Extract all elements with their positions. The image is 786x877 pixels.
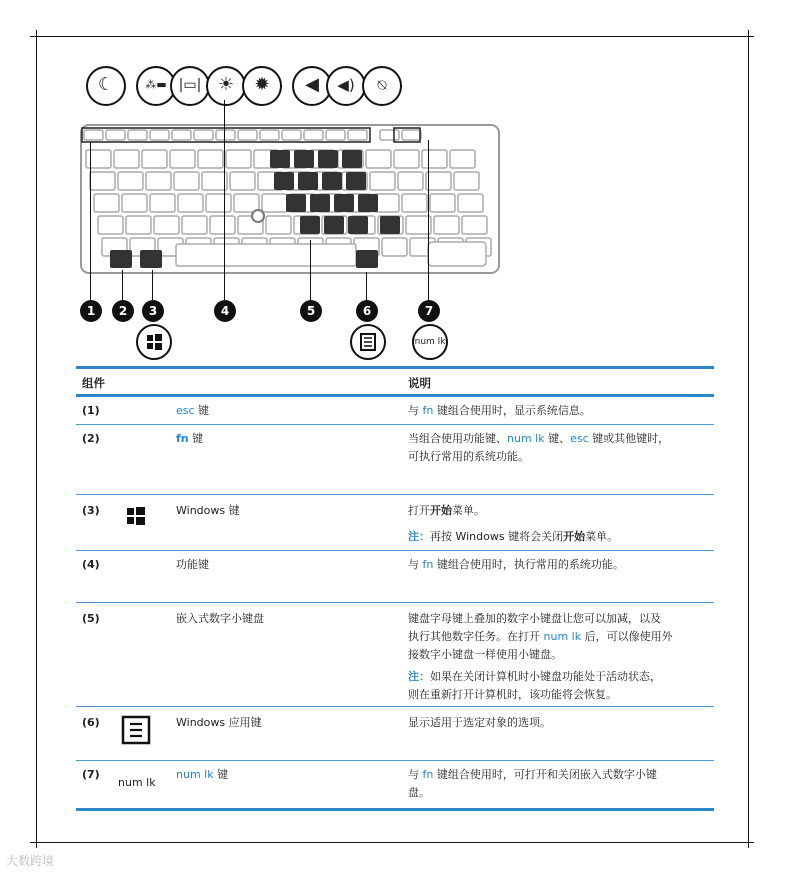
keyboard-key — [402, 130, 421, 140]
table-row-5-num: (5) — [82, 612, 100, 625]
table-row-3-name: Windows 键 — [176, 504, 240, 517]
row-rule-5 — [76, 706, 714, 707]
table-row-1-num: (1) — [82, 404, 100, 417]
keyboard-key — [90, 172, 115, 190]
frame-bottom-line — [30, 842, 754, 843]
keyboard-key — [226, 150, 251, 168]
keyboard-key — [146, 172, 171, 190]
app-menu-icon — [350, 324, 386, 360]
keyboard-key — [334, 194, 354, 212]
header-component: 组件 — [82, 376, 105, 390]
callout-7: 7 — [418, 300, 440, 322]
keyboard-key — [230, 172, 255, 190]
keyboard-key — [402, 194, 427, 212]
table-row-3-note: 注：再按 Windows 键将会关闭开始菜单。 — [408, 530, 619, 543]
num-lock-badge-icon — [412, 324, 448, 360]
keyboard-key — [462, 216, 487, 234]
table-row-6-desc: 显示适用于选定对象的选项。 — [408, 716, 551, 729]
keyboard-key — [154, 216, 179, 234]
app-key-icon — [120, 714, 152, 750]
table-header-rule — [76, 394, 714, 397]
keyboard-key — [380, 130, 399, 140]
table-top-rule — [76, 366, 714, 369]
row-rule-2 — [76, 494, 714, 495]
keyboard-key — [398, 172, 423, 190]
keyboard-key — [140, 250, 162, 268]
keyboard-key — [216, 130, 235, 140]
numlk-key-icon-label: num lk — [118, 776, 156, 789]
brightness-down-icon: ☀ — [206, 66, 246, 106]
table-bottom-rule — [76, 808, 714, 811]
table-row-7-name: num lk 键 — [176, 768, 229, 781]
leader-line-1 — [90, 142, 91, 302]
keyboard-key — [348, 130, 367, 140]
keyboard-key — [174, 172, 199, 190]
keyboard-key — [356, 250, 378, 268]
windows-key-icon — [126, 506, 146, 530]
keyboard-key — [170, 150, 195, 168]
keyboard-key — [342, 150, 362, 168]
num-lock-badge-label: num lk — [414, 337, 446, 347]
keyboard-key — [262, 194, 287, 212]
brightness-up-icon: ✹ — [242, 66, 282, 106]
callout-5: 5 — [300, 300, 322, 322]
keyboard-key — [150, 130, 169, 140]
keyboard-key — [210, 216, 235, 234]
keyboard-key — [182, 216, 207, 234]
row-rule-6 — [76, 760, 714, 761]
keyboard-key — [324, 216, 344, 234]
leader-line-7 — [428, 140, 429, 302]
keyboard-key — [114, 150, 139, 168]
header-description: 说明 — [408, 376, 431, 390]
keyboard-key — [106, 130, 125, 140]
keyboard-key — [294, 150, 314, 168]
table-row-6-name: Windows 应用键 — [176, 716, 262, 729]
leader-line-3 — [152, 270, 153, 302]
keyboard-key — [430, 194, 455, 212]
keyboard-key — [84, 130, 103, 140]
frame-right-line — [748, 30, 749, 848]
keyboard-key — [286, 194, 306, 212]
row-rule-1 — [76, 424, 714, 425]
table-row-5-desc: 键盘字母键上叠加的数字小键盘让您可以加减，以及 执行其他数字任务。在打开 num lk 后，可以像使用外 接数字小键盘一样使用小键盘。 — [408, 612, 673, 661]
table-row-6-num: (6) — [82, 716, 100, 729]
volume-up-icon: ◀) — [326, 66, 366, 106]
volume-mute-icon: ◀ — [292, 66, 332, 106]
keyboard-key — [394, 150, 419, 168]
keyboard-key — [304, 130, 323, 140]
keyboard-key — [380, 216, 400, 234]
leader-line-6 — [366, 272, 367, 302]
keyboard-key — [348, 216, 368, 234]
mic-mute-icon: ⍉ — [362, 66, 402, 106]
table-row-4-num: (4) — [82, 558, 100, 571]
table-row-7-num: (7) — [82, 768, 100, 781]
keyboard-key — [172, 130, 191, 140]
callout-6: 6 — [356, 300, 378, 322]
keyboard-key — [346, 172, 366, 190]
row-rule-3 — [76, 550, 714, 551]
keyboard-key — [282, 130, 301, 140]
keyboard-key — [274, 172, 294, 190]
keyboard-key — [422, 150, 447, 168]
keyboard-key — [266, 216, 291, 234]
table-row-2-name: fn 键 — [176, 432, 204, 445]
table-row-3-desc: 打开开始菜单。 — [408, 504, 485, 517]
row-rule-4 — [76, 602, 714, 603]
leader-line-5 — [310, 240, 311, 302]
keyboard-key — [198, 150, 223, 168]
callout-1: 1 — [80, 300, 102, 322]
keyboard-key — [238, 130, 257, 140]
table-row-1-name: esc 键 — [176, 404, 210, 417]
keyboard-diagram — [80, 124, 500, 274]
keyboard-key — [194, 130, 213, 140]
callout-2: 2 — [112, 300, 134, 322]
keyboard-key — [142, 150, 167, 168]
frame-top-line — [30, 36, 754, 37]
keyboard-key — [260, 130, 279, 140]
keyboard-key — [176, 244, 356, 266]
leader-line-4 — [224, 100, 225, 302]
keyboard-key — [270, 150, 290, 168]
keyboard-key — [454, 172, 479, 190]
keyboard-key — [234, 194, 259, 212]
keyboard-key — [206, 194, 231, 212]
moon-icon: ☾ — [86, 66, 126, 106]
keyboard-key — [366, 150, 391, 168]
keyboard-key — [298, 172, 318, 190]
keyboard-key — [110, 250, 132, 268]
keyboard-key — [358, 194, 378, 212]
table-row-4-desc: 与 fn 键组合使用时，执行常用的系统功能。 — [408, 558, 624, 571]
table-row-2-num: (2) — [82, 432, 100, 445]
table-row-1-desc: 与 fn 键组合使用时，显示系统信息。 — [408, 404, 591, 417]
keyboard-key — [128, 130, 147, 140]
leader-line-2 — [122, 270, 123, 302]
keyboard-key — [370, 172, 395, 190]
keyboard-key — [426, 172, 451, 190]
callout-3: 3 — [142, 300, 164, 322]
keyboard-key — [126, 216, 151, 234]
table-row-2-desc: 当组合使用功能键、num lk 键、esc 键或其他键时， 可执行常用的系统功能。 — [408, 432, 670, 463]
keyboard-backlight-icon: ⁂▬ — [136, 66, 176, 106]
keyboard-key — [434, 216, 459, 234]
table-row-7-desc: 与 fn 键组合使用时，可打开和关闭嵌入式数字小键 盘。 — [408, 768, 657, 799]
keyboard-key — [98, 216, 123, 234]
callout-4: 4 — [214, 300, 236, 322]
display-switch-icon: |▭| — [170, 66, 210, 106]
windows-logo-icon — [136, 324, 172, 360]
keyboard-key — [150, 194, 175, 212]
frame-left-line — [36, 30, 37, 848]
keyboard-key — [450, 150, 475, 168]
keyboard-key — [318, 150, 338, 168]
table-row-5-note: 注：如果在关闭计算机时小键盘功能处于活动状态， 则在重新打开计算机时，该功能将会恢复。 — [408, 670, 661, 701]
table-row-5-name: 嵌入式数字小键盘 — [176, 612, 264, 625]
keyboard-key — [322, 172, 342, 190]
keyboard-key — [310, 194, 330, 212]
keyboard-key — [458, 194, 483, 212]
table-row-4-name: 功能键 — [176, 558, 209, 571]
table-row-3-num: (3) — [82, 504, 100, 517]
keyboard-key — [118, 172, 143, 190]
keyboard-key — [178, 194, 203, 212]
keyboard-key — [94, 194, 119, 212]
keyboard-key — [122, 194, 147, 212]
keyboard-key — [382, 238, 407, 256]
keyboard-key — [300, 216, 320, 234]
keyboard-key — [326, 130, 345, 140]
watermark: 大数跨境 — [6, 854, 55, 868]
